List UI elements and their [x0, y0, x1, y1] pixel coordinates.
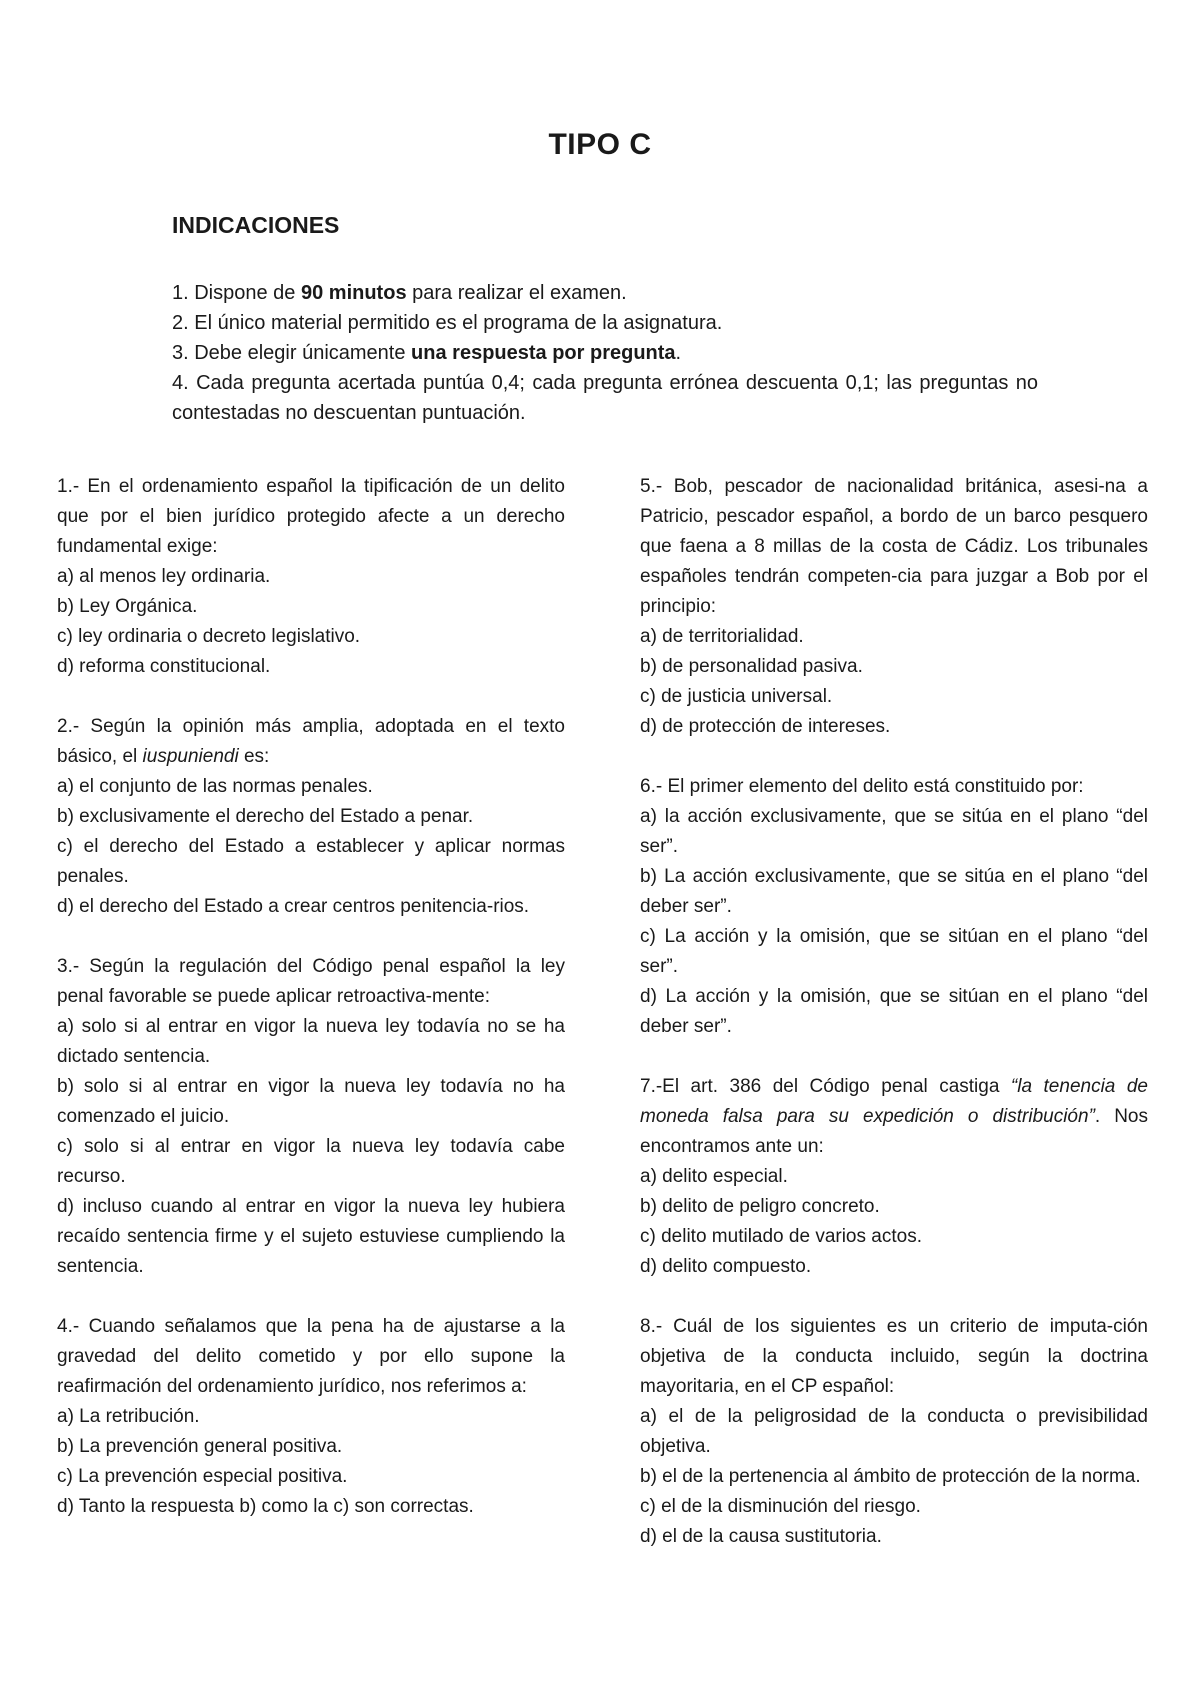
indicacion-item: 3. Debe elegir únicamente una respuesta por pregunta. — [172, 342, 682, 364]
answer-option: b) delito de peligro concreto. — [640, 1196, 880, 1217]
question-4 — [57, 1312, 565, 1522]
question-stem: 6.- El primer elemento del delito está constituido por: — [640, 776, 1084, 797]
answer-option: a) solo si al entrar en vigor la nueva ley todavía no se ha dictado sentencia. — [57, 1016, 565, 1067]
answer-option: c) solo si al entrar en vigor la nueva ley todavía cabe recurso. — [57, 1136, 565, 1187]
page-title: TIPO C — [548, 128, 652, 161]
answer-option: c) La prevención especial positiva. — [57, 1466, 348, 1487]
question-1 — [57, 472, 565, 682]
answer-option: c) el derecho del Estado a establecer y aplicar normas penales. — [57, 836, 565, 887]
question-stem: 3.- Según la regulación del Código penal español la ley penal favorable se puede aplicar retroactiva-mente: — [57, 956, 565, 1007]
answer-option: d) el de la causa sustitutoria. — [640, 1526, 882, 1547]
answer-option: b) de personalidad pasiva. — [640, 656, 863, 677]
answer-option: a) el de la peligrosidad de la conducta o previsibilidad objetiva. — [640, 1406, 1148, 1457]
answer-option: b) solo si al entrar en vigor la nueva ley todavía no ha comenzado el juicio. — [57, 1076, 565, 1127]
indicacion-item: 4. Cada pregunta acertada puntúa 0,4; cada pregunta errónea descuenta 0,1; las preguntas no contestadas no descuentan puntuación. — [172, 372, 1038, 424]
question-stem: 7.-El art. 386 del Código penal castiga “la tenencia de moneda falsa para su expedición o distribución”. Nos encontramos ante un: — [640, 1076, 1148, 1157]
indicaciones-list — [172, 278, 1038, 428]
answer-option: b) el de la pertenencia al ámbito de protección de la norma. — [640, 1466, 1141, 1487]
answer-option: c) La acción y la omisión, que se sitúan en el plano “del ser”. — [640, 926, 1148, 977]
answer-option: c) de justicia universal. — [640, 686, 833, 707]
answer-option: a) delito especial. — [640, 1166, 788, 1187]
answer-option: a) La retribución. — [57, 1406, 200, 1427]
answer-option: d) el derecho del Estado a crear centros penitencia-rios. — [57, 896, 530, 917]
answer-option: c) delito mutilado de varios actos. — [640, 1226, 922, 1247]
question-5 — [640, 472, 1148, 742]
question-stem: 5.- Bob, pescador de nacionalidad británica, asesi-na a Patricio, pescador español, a bordo de un barco pesquero que faena a 8 millas de la costa de Cádiz. Los tribunales españoles tendrán competen-cia para juzgar a Bob por el principio: — [640, 476, 1148, 617]
answer-option: d) de protección de intereses. — [640, 716, 891, 737]
indicacion-item: 2. El único material permitido es el programa de la asignatura. — [172, 312, 723, 334]
answer-option: a) de territorialidad. — [640, 626, 804, 647]
answer-option: b) La prevención general positiva. — [57, 1436, 343, 1457]
answer-option: c) el de la disminución del riesgo. — [640, 1496, 921, 1517]
answer-option: b) La acción exclusivamente, que se sitúa en el plano “del deber ser”. — [640, 866, 1148, 917]
answer-option: d) delito compuesto. — [640, 1256, 812, 1277]
answer-option: a) al menos ley ordinaria. — [57, 566, 271, 587]
question-stem: 8.- Cuál de los siguientes es un criterio de imputa-ción objetiva de la conducta incluido, según la doctrina mayoritaria, en el CP español: — [640, 1316, 1148, 1397]
left-column — [57, 472, 565, 1552]
question-6 — [640, 772, 1148, 1042]
answer-option: d) reforma constitucional. — [57, 656, 271, 677]
indicaciones-heading: INDICACIONES — [172, 212, 340, 238]
question-2 — [57, 712, 565, 922]
answer-option: a) el conjunto de las normas penales. — [57, 776, 373, 797]
question-stem: 4.- Cuando señalamos que la pena ha de ajustarse a la gravedad del delito cometido y por ello supone la reafirmación del ordenamiento jurídico, nos referimos a: — [57, 1316, 565, 1397]
indicacion-item: 1. Dispone de 90 minutos para realizar el examen. — [172, 282, 627, 304]
question-stem: 2.- Según la opinión más amplia, adoptada en el texto básico, el iuspuniendi es: — [57, 716, 565, 767]
question-3 — [57, 952, 565, 1282]
answer-option: c) ley ordinaria o decreto legislativo. — [57, 626, 361, 647]
question-stem: 1.- En el ordenamiento español la tipificación de un delito que por el bien jurídico protegido afecte a un derecho fundamental exige: — [57, 476, 565, 557]
answer-option: d) Tanto la respuesta b) como la c) son correctas. — [57, 1496, 474, 1517]
right-column — [640, 472, 1148, 1582]
answer-option: a) la acción exclusivamente, que se sitúa en el plano “del ser”. — [640, 806, 1148, 857]
answer-option: d) La acción y la omisión, que se sitúan en el plano “del deber ser”. — [640, 986, 1148, 1037]
answer-option: b) Ley Orgánica. — [57, 596, 198, 617]
question-8 — [640, 1312, 1148, 1552]
answer-option: b) exclusivamente el derecho del Estado a penar. — [57, 806, 474, 827]
answer-option: d) incluso cuando al entrar en vigor la nueva ley hubiera recaído sentencia firme y el sujeto estuviese cumpliendo la sentencia. — [57, 1196, 565, 1277]
question-7 — [640, 1072, 1148, 1282]
